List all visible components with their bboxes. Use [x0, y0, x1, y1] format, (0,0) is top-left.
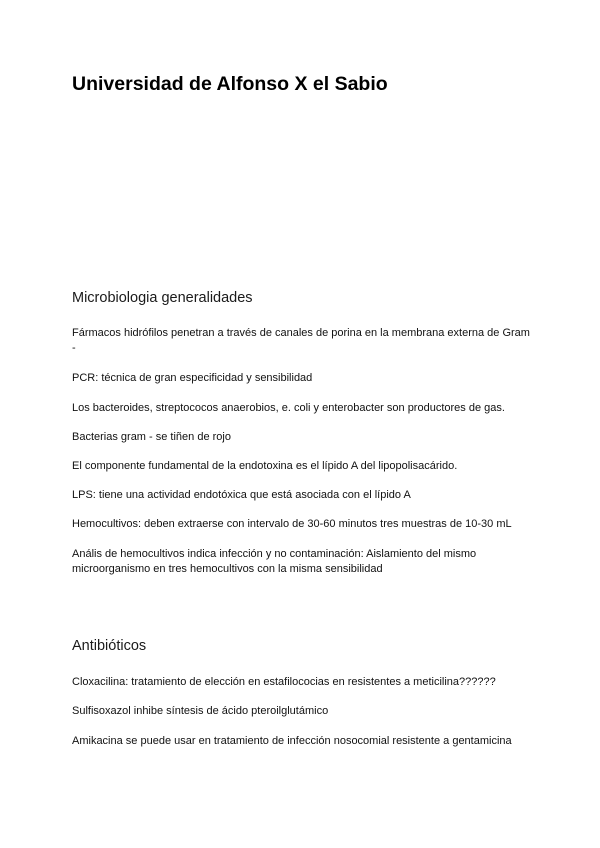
- section-heading-antibioticos: Antibióticos: [72, 638, 147, 654]
- document-title: Universidad de Alfonso X el Sabio: [72, 73, 388, 95]
- paragraph: Bacterias gram - se tiñen de rojo: [72, 431, 231, 443]
- paragraph: LPS: tiene una actividad endotóxica que está asociada con el lípido A: [72, 489, 411, 501]
- paragraph: Sulfisoxazol inhibe síntesis de ácido pteroilglutámico: [72, 705, 329, 717]
- paragraph: Los bacteroides, streptococos anaerobios, e. coli y enterobacter son productores de gas.: [72, 402, 505, 414]
- paragraph: Hemocultivos: deben extraerse con intervalo de 30-60 minutos tres muestras de 10-30 mL: [72, 518, 512, 530]
- section-heading-microbiologia: Microbiologia generalidades: [72, 290, 253, 306]
- paragraph: Fármacos hidrófilos penetran a través de canales de porina en la membrana externa de Gram -: [72, 327, 530, 354]
- paragraph: Amikacina se puede usar en tratamiento de infección nosocomial resistente a gentamicina: [72, 735, 512, 747]
- paragraph: Anális de hemocultivos indica infección y no contaminación: Aislamiento del mismo microorganismo en tres hemocultivos con la misma sensibilidad: [72, 548, 477, 575]
- paragraph: El componente fundamental de la endotoxina es el lípido A del lipopolisacárido.: [72, 460, 458, 472]
- paragraph: PCR: técnica de gran especificidad y sensibilidad: [72, 372, 313, 384]
- paragraph: Cloxacilina: tratamiento de elección en estafilococias en resistentes a meticilina??????: [72, 676, 496, 688]
